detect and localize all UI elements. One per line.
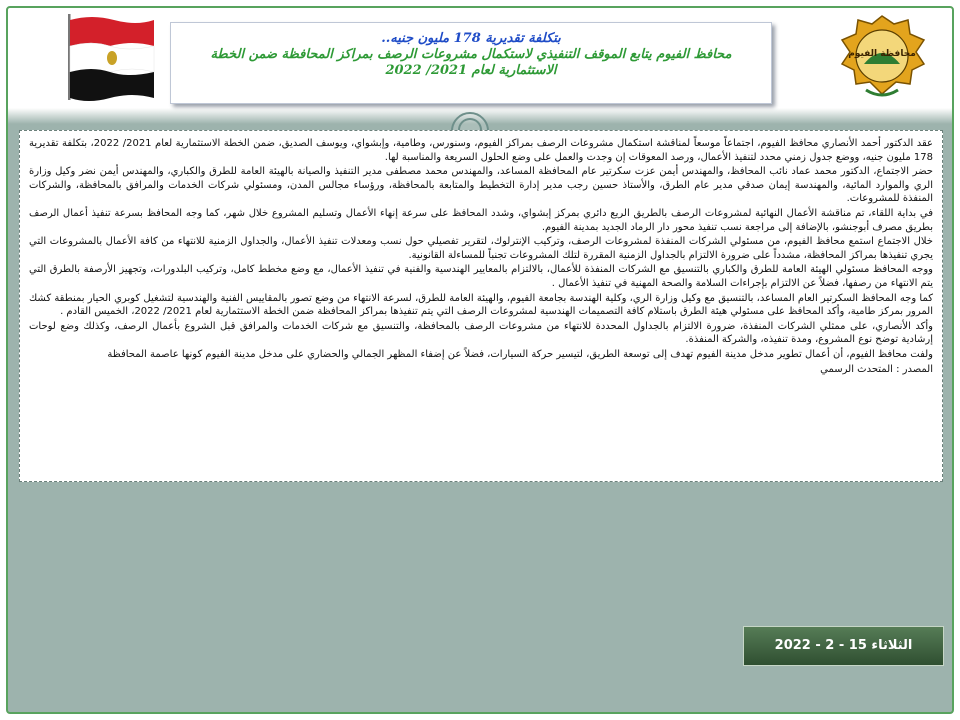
headline-year: الاستثمارية لعام 2021/ 2022: [385, 63, 557, 78]
paragraph-bridge: كما وجه المحافظ السكرتير العام المساعد، بالتنسيق مع وكيل وزارة الري، وكلية الهندسة بجامعة الفيوم، والهيئة العامة للطرق، لسرعة الانتهاء من وضع تصور بالمقاييس الفنية والهندسية لتشغيل كوبري الحيار بمنطقة كشك المرور بمركز طامية، وأكد المحافظ على مسئولي هيئة الطرق باستلام كافة التصميمات الهندسية لمشروعات الرصف التي يتم تنفيذها بمراكز المحافظة ضمن الخطة الاستثمارية لعام 2021/ 2022، الخميس القادم .: [29, 292, 933, 318]
article-body: [19, 130, 943, 482]
logo-text: محافظة الفيوم: [848, 49, 916, 59]
paragraph-standards: ووجه المحافظ مسئولي الهيئة العامة للطرق والكباري بالتنسيق مع الشركات المنفذة للأعمال، بالالتزام بالمعايير الهندسية والفنية في تنفيذ الأعمال، مع وضع مخطط كامل، وتركيب البلدورات، وتجهيز الأرصفة بالطرق التي يتم الانتهاء من رصفها، فضلاً عن الالتزام بإجراءات السلامة والصحة المهنية في تنفيذ الأعمال .: [29, 264, 933, 289]
title-box: [170, 22, 772, 104]
paragraph-intro: عقد الدكتور أحمد الأنصاري محافظ الفيوم، اجتماعاً موسعاً لمناقشة استكمال مشروعات الرصف بمراكز الفيوم، وسنورس، وطامية، وإبشواي، ويوسف الصديق، ضمن الخطة الاستثمارية لعام 2021/ 2022، بتكلفة تقديرية 178 مليون جنيه، ووضع جدول زمني محدد لتنفيذ الأعمال، ورصد المعوقات إن وجدت والعمل على وضع الحلول السريعة والمناسبة لها.: [29, 138, 933, 163]
paragraph-progress: خلال الاجتماع استمع محافظ الفيوم، من مسئولي الشركات المنفذة لمشروعات الرصف، وتركيب الإنترلوك، لتقرير تفصيلي حول نسب ومعدلات تنفيذ الأعمال، والجداول الزمنية للانتهاء من كافة الأعمال بالمشروعات التي يجري تنفيذها بمراكز المحافظة، مشدداً على ضرورة الالتزام بالجداول الزمنية المقررة لتلك المشروعات تجنباً للمساءلة القانونية.: [29, 236, 933, 261]
paragraph-entrance: ولفت محافظ الفيوم، أن أعمال تطوير مدخل مدينة الفيوم تهدف إلى توسعة الطريق، لتيسير حركة السيارات، فضلاً عن إضفاء المظهر الجمالي والحضاري على مدخل مدينة الفيوم كونها عاصمة المحافظة: [107, 348, 933, 360]
paragraph-source: المصدر : المتحدث الرسمي: [820, 363, 933, 375]
date-text: الثلاثاء 15 - 2 - 2022: [774, 638, 913, 653]
date-badge: [743, 626, 944, 666]
paragraph-opening: في بداية اللقاء، تم مناقشة الأعمال النهائية لمشروعات الرصف بالطريق الريع دائري بمركز إبشواي، وشدد المحافظ على سرعة إنهاء الأعمال وتسليم المشروع خلال شهر، كما وجه المحافظ بسرعة تنفيذ أعمال الرصف بطريق مصرف أبوجنشو، بالإضافة إلى مراجعة نسب تنفيذ محور دار الرماد الجديد بمدينة الفيوم.: [29, 207, 933, 233]
fayoum-governorate-logo: [836, 12, 928, 104]
headline-main: محافظ الفيوم يتابع الموقف التنفيذي لاستكمال مشروعات الرصف بمراكز المحافظة ضمن الخطة: [210, 47, 732, 62]
paragraph-attendees: حضر الاجتماع، الدكتور محمد عماد نائب المحافظ، والمهندس أيمن عزت سكرتير عام المحافظة المساعد، والمهندس محمد مصطفى مدير التنفيذ والصيانة بالهيئة العامة للطرق والكباري، والمهندس أيمن نضر وكيل وزارة الري والموارد المائية، والمهندسة إيمان صدقي مدير عام الطرق، والأستاذ حسين رجب مدير إدارة التخطيط والمتابعة بالمحافظة، ورؤساء مجالس المدن، ومسئولي شركات الخدمات والمرافق بالمحافظة، والشركات المنفذة للمشروعات.: [29, 166, 933, 205]
egypt-flag-icon: [64, 12, 156, 102]
headline-cost: بتكلفة تقديرية 178 مليون جنيه..: [381, 31, 561, 46]
paragraph-contractors: وأكد الأنصاري، على ممثلي الشركات المنفذة، ضرورة الالتزام بالجداول المحددة للانتهاء من مشروعات الرصف بالمحافظة، والتنسيق مع شركات الخدمات والمرافق قبل الشروع بأعمال الرصف، وكذلك وضع لوحات إرشادية توضح نوع المشروع، ومدة تنفيذه، والشركة المنفذة.: [29, 320, 933, 346]
